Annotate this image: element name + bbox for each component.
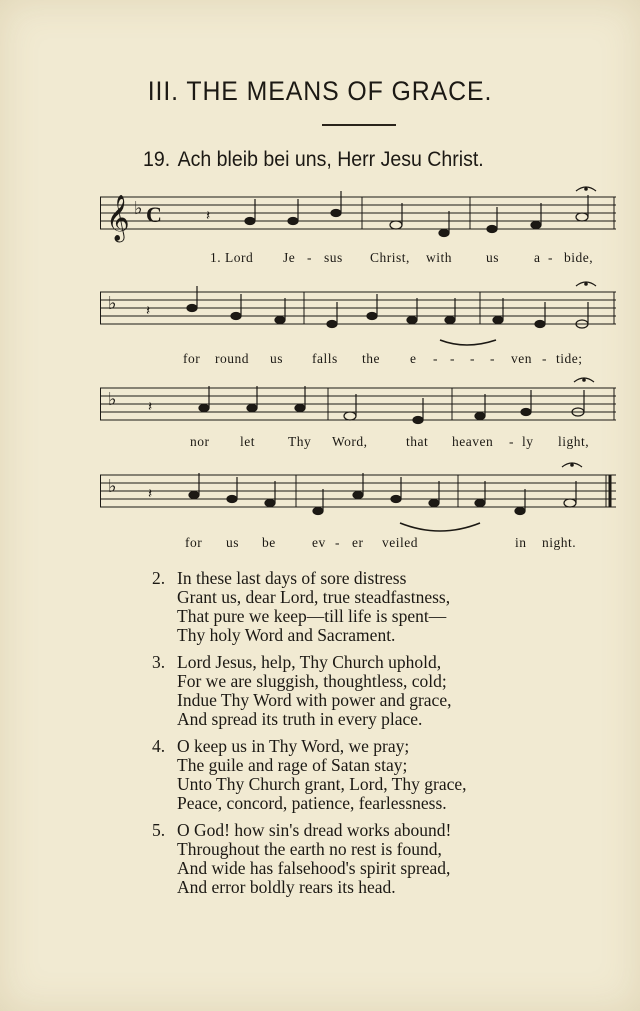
verse-line: Unto Thy Church grant, Lord, Thy grace,	[177, 774, 467, 794]
flat-key-signature: ♭	[134, 198, 143, 219]
lyric-syllable: -	[542, 351, 547, 366]
verse-line: That pure we keep—till life is spent—	[177, 606, 447, 626]
verse-number: 2.	[152, 568, 166, 588]
verse-line: And error boldly rears its head.	[177, 877, 396, 897]
lyric-syllable: let	[240, 434, 255, 449]
verse-number: 5.	[152, 820, 166, 840]
verse-line: For we are sluggish, thoughtless, cold;	[177, 671, 447, 691]
lyric-row-3	[100, 434, 616, 454]
staff-3-notation	[100, 388, 616, 428]
lyric-syllable: -	[509, 434, 514, 449]
verse-line	[152, 653, 592, 672]
staff-system-3	[100, 388, 616, 428]
lyric-syllable: -	[548, 250, 553, 265]
lyric-syllable: us	[226, 535, 240, 550]
rest: 𝄽	[148, 486, 153, 502]
staff-1-notation	[100, 195, 616, 241]
lyric-syllable: round	[215, 351, 249, 366]
lyric-syllable: -	[490, 351, 495, 366]
lyric-syllable: Christ,	[370, 250, 410, 265]
staff-system-1	[100, 195, 616, 241]
staff-system-2	[100, 292, 616, 332]
lyric-syllable: heaven	[452, 434, 494, 449]
lyric-syllable: e	[410, 351, 417, 366]
verse-line: Grant us, dear Lord, true steadfastness,	[177, 587, 451, 607]
lyric-syllable: veiled	[382, 535, 418, 550]
lyric-syllable: falls	[312, 351, 338, 366]
lyric-syllable: the	[362, 351, 380, 366]
verse-line: And spread its truth in every place.	[177, 709, 423, 729]
flat-key-signature: ♭	[108, 389, 117, 410]
lyric-syllable: a	[534, 250, 541, 265]
lyric-syllable: tide;	[556, 351, 583, 366]
flat-key-signature: ♭	[108, 476, 117, 497]
hymn-title: Ach bleib bei uns, Herr Jesu Christ.	[177, 148, 484, 171]
lyric-syllable: Thy	[288, 434, 312, 449]
verse-line: The guile and rage of Satan stay;	[177, 755, 408, 775]
lyric-syllable: nor	[190, 434, 210, 449]
verse-line	[152, 569, 592, 588]
lyric-syllable: -	[307, 250, 312, 265]
lyric-syllable: ev	[312, 535, 326, 550]
hymn-number: 19.	[143, 148, 171, 171]
verses	[152, 569, 592, 905]
lyric-syllable: night.	[542, 535, 577, 550]
verse-line	[152, 821, 592, 840]
lyric-syllable: be	[262, 535, 276, 550]
lyric-syllable: light,	[558, 434, 590, 449]
verse-line: Peace, concord, patience, fearlessness.	[177, 793, 447, 813]
lyric-syllable: with	[426, 250, 453, 265]
rest: 𝄽	[206, 208, 211, 224]
verse-4	[152, 737, 592, 813]
staff-2-notation	[100, 292, 616, 332]
lyric-syllable: in	[515, 535, 527, 550]
note-group	[189, 463, 582, 531]
treble-clef: 𝄞	[106, 195, 130, 241]
lyric-row-2	[100, 351, 616, 371]
common-time: C	[146, 202, 162, 227]
lyric-row-4	[100, 535, 616, 555]
lyric-syllable: Word,	[332, 434, 368, 449]
lyric-syllable: for	[183, 351, 201, 366]
verse-3	[152, 653, 592, 729]
section-title: III. THE MEANS OF GRACE.	[147, 76, 493, 106]
verse-line	[152, 737, 592, 756]
lyric-syllable: 1. Lord	[210, 250, 254, 265]
staff-system-4	[100, 475, 616, 515]
lyric-syllable: sus	[324, 250, 343, 265]
rest: 𝄽	[148, 399, 153, 415]
flat-key-signature: ♭	[108, 293, 117, 314]
lyric-syllable: -	[450, 351, 455, 366]
lyric-syllable: ly	[522, 434, 534, 449]
lyric-row-1	[100, 250, 616, 270]
lyric-syllable: er	[352, 535, 364, 550]
verse-text: O God! how sin's dread works abound!	[177, 820, 452, 840]
verse-line: Indue Thy Word with power and grace,	[177, 690, 452, 710]
lyric-syllable: bide,	[564, 250, 594, 265]
staff-4-notation	[100, 475, 616, 515]
verse-line: Thy holy Word and Sacrament.	[177, 625, 396, 645]
verse-line: Throughout the earth no rest is found,	[177, 839, 442, 859]
verse-number: 4.	[152, 736, 166, 756]
rest: 𝄽	[146, 303, 151, 319]
lyric-syllable: -	[470, 351, 475, 366]
lyric-syllable: -	[335, 535, 340, 550]
note-group	[199, 378, 594, 424]
lyric-syllable: us	[486, 250, 500, 265]
verse-text: In these last days of sore distress	[177, 568, 407, 588]
verse-text: Lord Jesus, help, Thy Church uphold,	[177, 652, 442, 672]
lyric-syllable: ven	[511, 351, 532, 366]
verse-5	[152, 821, 592, 897]
verse-text: O keep us in Thy Word, we pray;	[177, 736, 410, 756]
lyric-syllable: -	[433, 351, 438, 366]
verse-2	[152, 569, 592, 645]
note-group	[187, 282, 596, 345]
lyric-syllable: us	[270, 351, 284, 366]
hymn-heading	[143, 148, 484, 172]
verse-line: And wide has falsehood's spirit spread,	[177, 858, 451, 878]
lyric-syllable: that	[406, 434, 429, 449]
verse-number: 3.	[152, 652, 166, 672]
title-rule	[322, 124, 396, 126]
lyric-syllable: Je	[283, 250, 296, 265]
lyric-syllable: for	[185, 535, 203, 550]
